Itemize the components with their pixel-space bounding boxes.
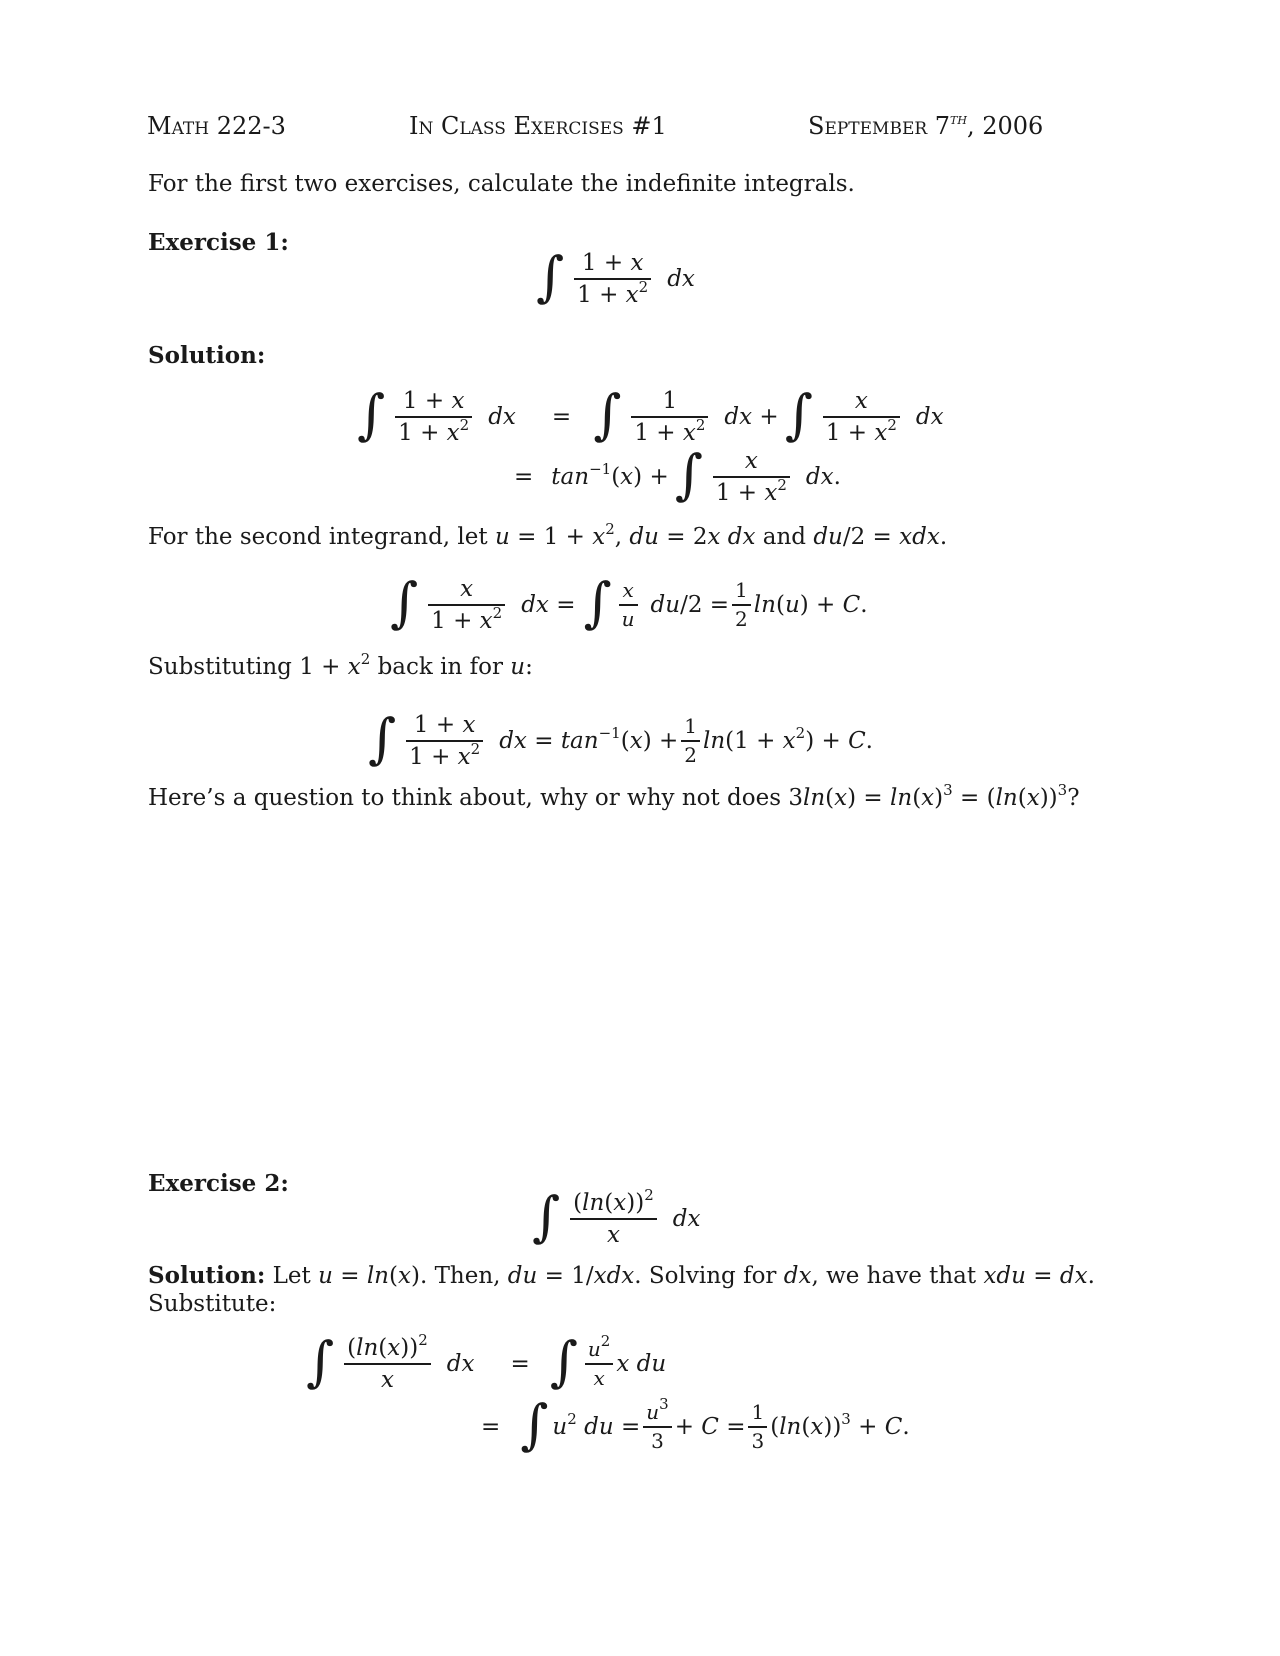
solution-2-line-2: = ∫ $u^2$ du = $\frac{u^3}{3}$ + C = $\frac{1}{3}$ $(\ln(x))^3 + C$. xyxy=(481,1393,910,1456)
solution-1-line-1: ∫ $\frac{1 + x}{1 + x^2}$ dx = ∫ $\frac{1}{1 + x^2}$ dx + ∫ $\frac{x}{1 + x^2}$ dx xyxy=(357,383,944,447)
think-question: Here’s a question to think about, why or why not does $3\ln(x) = \ln(x)^3 = (\ln(x))^3$? xyxy=(148,781,1080,811)
substitution-integral: ∫ $\frac{x}{1 + x^2}$ dx = ∫ $\frac{x}{u}$ du/2 = $\frac{1}{2}$ ln(u) + C. xyxy=(390,571,868,635)
exercise-1-solution-heading: Solution: xyxy=(148,342,266,369)
solution-2-line-1: ∫ $\frac{(\ln(x))^2}{x}$ dx = ∫ $\frac{u^2}{x}$ x du xyxy=(306,1330,667,1394)
document-title: In Class Exercises #1 xyxy=(409,112,667,140)
course-label: Math 222-3 xyxy=(147,112,286,140)
intro-text: For the first two exercises, calculate the indefinite integrals. xyxy=(148,171,855,197)
substitution-sentence: For the second integrand, let $u = 1 + x^2$, du = 2x dx and du/2 = xdx. xyxy=(148,520,948,550)
exercise-1-heading: Exercise 1: xyxy=(148,229,289,256)
exercise-2-solution-text: Solution: Let u = ln(x). Then, du = 1/xdx. Solving for dx, we have that xdu = dx. xyxy=(148,1262,1095,1289)
substitute-label: Substitute: xyxy=(148,1291,277,1317)
document-date: September 7th, 2006 xyxy=(808,110,1044,140)
exercise-2-integral: ∫ $\frac{(\ln(x))^2}{x}$ dx xyxy=(532,1185,701,1249)
exercise-1-final-answer: ∫ $\frac{1 + x}{1 + x^2}$ dx = $\tan^{-1}(x)$ + $\frac{1}{2}$ $\ln(1 + x^2) + C$. xyxy=(368,707,873,771)
substituting-back-text: Substituting $1 + x^2$ back in for u: xyxy=(148,650,533,680)
exercise-1-integral: ∫ $\frac{1 + x}{1 + x^2}$ dx xyxy=(536,245,695,309)
solution-1-line-2: = $\tan^{-1}(x)$ + ∫ $\frac{x}{1 + x^2}$ dx. xyxy=(514,443,841,507)
exercise-2-heading: Exercise 2: xyxy=(148,1170,289,1197)
